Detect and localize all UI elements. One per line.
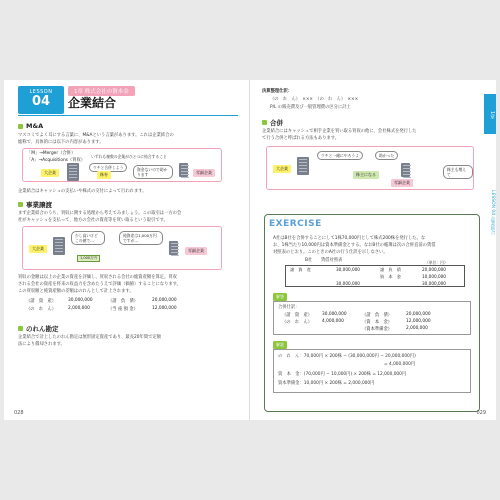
section-heading-transfer bbox=[18, 200, 52, 209]
journal-row bbox=[26, 306, 192, 312]
book-spread bbox=[4, 80, 496, 420]
seller-tag: 零細企業 bbox=[185, 247, 207, 255]
text-line: 対照表のとおり。このときのA社の行う仕訳を示しなさい。 bbox=[273, 250, 388, 255]
exercise-heading: EXERCISE bbox=[269, 219, 322, 229]
answer-box bbox=[273, 301, 471, 335]
explain-line: の れ ん：70,000円 × 200株 − (30,000,000円 − 20,000,000円) bbox=[278, 354, 416, 359]
speech-bubble: 資金ないので助かります bbox=[133, 165, 173, 179]
chapter-side-tab: 1章 bbox=[484, 94, 496, 134]
explanation-box bbox=[273, 349, 471, 393]
journal-row bbox=[282, 319, 446, 325]
buyer-tag: 大企業 bbox=[29, 245, 47, 253]
building-icon bbox=[169, 241, 178, 255]
speech-bubble: ウチと合併しよう bbox=[89, 163, 127, 172]
bs-cell: 30,000,000 bbox=[422, 281, 446, 286]
text-line: この買収額と純資産額の差額はのれんとして計上されます。 bbox=[18, 289, 134, 294]
section-heading-merger bbox=[262, 118, 283, 127]
journal-row bbox=[26, 298, 192, 304]
term-merger: 「M」→Merger（合併） bbox=[27, 151, 76, 156]
lesson-label: LESSON bbox=[29, 89, 53, 95]
section-title: のれん勘定 bbox=[26, 325, 59, 333]
bs-cell: 30,000,000 bbox=[336, 281, 360, 286]
price-label: 1,000万円 bbox=[77, 255, 100, 262]
bs-cell: 30,000,000 bbox=[336, 267, 360, 272]
account-value: 20,000,000 bbox=[152, 298, 177, 303]
explain-line: = 4,000,000円 bbox=[384, 362, 416, 367]
account-value: 4,000,000 bbox=[322, 319, 344, 324]
bullet-icon bbox=[18, 202, 23, 207]
term-note: いずれも複数の企業がひとつに結合すること bbox=[91, 154, 167, 159]
text-line: お、1株当たり10,000円は資本準備金とする。なおB社の帳簿は次の合併直前の貸借 bbox=[273, 243, 436, 248]
journal-row bbox=[282, 312, 446, 318]
section-title: 合併 bbox=[270, 119, 283, 127]
speech-bubble: ウチと一緒にやろうよ bbox=[317, 151, 363, 160]
bullet-icon bbox=[262, 120, 267, 125]
building-icon bbox=[179, 163, 188, 177]
answer-chip: 解答 bbox=[273, 293, 287, 301]
account-value: 2,000,000 bbox=[68, 306, 90, 311]
bs-cell: 20,000,000 bbox=[422, 267, 446, 272]
bullet-icon bbox=[18, 124, 23, 129]
section-heading-ma bbox=[18, 122, 43, 130]
lesson-number: 04 bbox=[31, 94, 51, 109]
stock-tag: 株主になる bbox=[353, 171, 379, 179]
account-name: （の れ ん） bbox=[282, 320, 313, 325]
building-icon bbox=[297, 157, 309, 175]
company-b-tag: 零細企業 bbox=[391, 179, 413, 187]
text-line: 買収の金額は以上の企業の資産を評価し、買収される会社の総資産額を算定。買収 bbox=[18, 275, 177, 280]
building-icon bbox=[53, 237, 65, 255]
building-icon bbox=[401, 163, 410, 177]
company-a-tag: 大企業 bbox=[41, 169, 59, 177]
answer-label: 合併仕訳： bbox=[278, 305, 300, 310]
account-value: 12,000,000 bbox=[152, 306, 177, 311]
text-line: される会社の資産を将来の収益力を含めたうえで評価（価値）することになります。 bbox=[18, 282, 181, 287]
account-value: 2,000,000 bbox=[406, 326, 428, 331]
account-value: 30,000,000 bbox=[322, 312, 347, 317]
account-value bbox=[322, 326, 362, 332]
chapter-pill: 1章 株式会社の資本金 bbox=[68, 86, 135, 96]
term-acquisition: 「A」→Acquisitions（買収） bbox=[27, 158, 86, 163]
bs-cell: 諸 資 産 bbox=[290, 267, 311, 272]
lesson-badge bbox=[18, 86, 64, 114]
paragraph bbox=[262, 128, 480, 142]
speech-bubble: 助かった bbox=[375, 151, 398, 160]
section-title: 事業譲渡 bbox=[26, 201, 52, 209]
title-rule bbox=[18, 115, 238, 116]
paragraph bbox=[18, 210, 240, 224]
lesson-side-label: LESSON 04 企業結合 bbox=[490, 190, 495, 235]
merger-diagram bbox=[266, 146, 474, 190]
exercise-box bbox=[264, 214, 480, 412]
account-name: （資 本 金） bbox=[362, 320, 393, 325]
bs-cell: 諸 負 債 bbox=[380, 267, 401, 272]
account-name: （資本準備金） bbox=[362, 327, 393, 332]
account-name: （諸 負 債） bbox=[108, 299, 139, 304]
paragraph bbox=[18, 274, 240, 295]
closing-entry-note: P/L の販売費及び一般管理費の区分に計上 bbox=[270, 105, 351, 110]
account-name: （当 座 預 金） bbox=[108, 307, 138, 312]
explain-line: 資 本 金：(70,000円 − 10,000円) × 200株 = 12,000,000円 bbox=[278, 372, 407, 377]
paragraph bbox=[18, 334, 240, 348]
account-name bbox=[282, 326, 322, 332]
text-line: マスコミでよく耳にする言葉に、M&Aという言葉があります。これは企業結合の bbox=[18, 133, 174, 138]
account-name: （諸 資 産） bbox=[282, 313, 313, 318]
account-name: （諸 負 債） bbox=[362, 313, 393, 318]
text-line: まず企業結合のうち、買収に関する処理から考えてみましょう。この取引は一方の会 bbox=[18, 211, 182, 216]
page-number: 029 bbox=[476, 410, 486, 416]
text-line: 法により償却されます。 bbox=[18, 342, 65, 347]
building-icon bbox=[67, 163, 79, 181]
text-line: て行う合併と呼ばれる方法もあります。 bbox=[262, 136, 339, 141]
stock-tag: 株券 bbox=[97, 171, 111, 179]
left-page bbox=[4, 80, 250, 420]
explain-line: 資本準備金：10,000円 × 200株 = 2,000,000円 bbox=[278, 381, 375, 386]
bs-cell: 資 本 金 bbox=[380, 274, 401, 279]
transfer-diagram bbox=[22, 226, 222, 270]
speech-bubble: 少し高いけどこの値で… bbox=[71, 231, 105, 245]
ma-diagram bbox=[22, 148, 222, 182]
text-line: A社はB社を合併することにして1株70,000円として株式200株を発行した。な bbox=[273, 236, 426, 241]
paragraph: 企業結合はキャッシュの支払いや株式の交付によって行われます。 bbox=[18, 189, 147, 194]
page-number: 028 bbox=[14, 410, 24, 416]
right-page bbox=[250, 80, 496, 420]
text-line: 企業結合で計上したのれん勘定は無形固定資産であり、最長20年間で定額 bbox=[18, 335, 161, 340]
speech-bubble: 純資産は1,000万円ですが… bbox=[119, 231, 163, 245]
explain-chip: 解説 bbox=[273, 341, 287, 349]
bs-cell: 10,000,000 bbox=[422, 274, 446, 279]
table-unit: （単位：円） bbox=[425, 260, 448, 265]
account-value: 20,000,000 bbox=[406, 312, 431, 317]
text-line: 社がキャッシュを支払って、他方の会社の資産等を買い取るという取引です。 bbox=[18, 218, 168, 223]
section-heading-goodwill bbox=[18, 324, 59, 333]
account-name: （の れ ん） bbox=[26, 307, 57, 312]
closing-entry-label: 決算整理仕訳： bbox=[262, 89, 293, 94]
text-line: 総称で、具体的には以下の内容があります。 bbox=[18, 140, 104, 145]
question bbox=[273, 235, 477, 256]
account-value: 12,000,000 bbox=[406, 319, 431, 324]
paragraph bbox=[18, 132, 240, 146]
account-name: （諸 資 産） bbox=[26, 299, 57, 304]
text-line: 企業結合にはキャッシュで相手企業を買い取る買収の他に、会社株式を発行した bbox=[262, 129, 417, 134]
section-title: M&A bbox=[26, 122, 44, 130]
journal-row bbox=[282, 326, 446, 332]
closing-entry-row: （の れ ん） ××× （の れ ん） ××× bbox=[270, 97, 359, 102]
speech-bubble: 株主も増えて bbox=[443, 165, 473, 179]
balance-sheet bbox=[285, 265, 465, 287]
lesson-title: 企業結合 bbox=[68, 96, 117, 110]
company-a-tag: 大企業 bbox=[273, 165, 291, 173]
table-title: B社 貸借対照表 bbox=[305, 258, 343, 263]
company-b-tag: 零細企業 bbox=[193, 169, 215, 177]
bullet-icon bbox=[18, 326, 23, 331]
account-value: 30,000,000 bbox=[68, 298, 93, 303]
